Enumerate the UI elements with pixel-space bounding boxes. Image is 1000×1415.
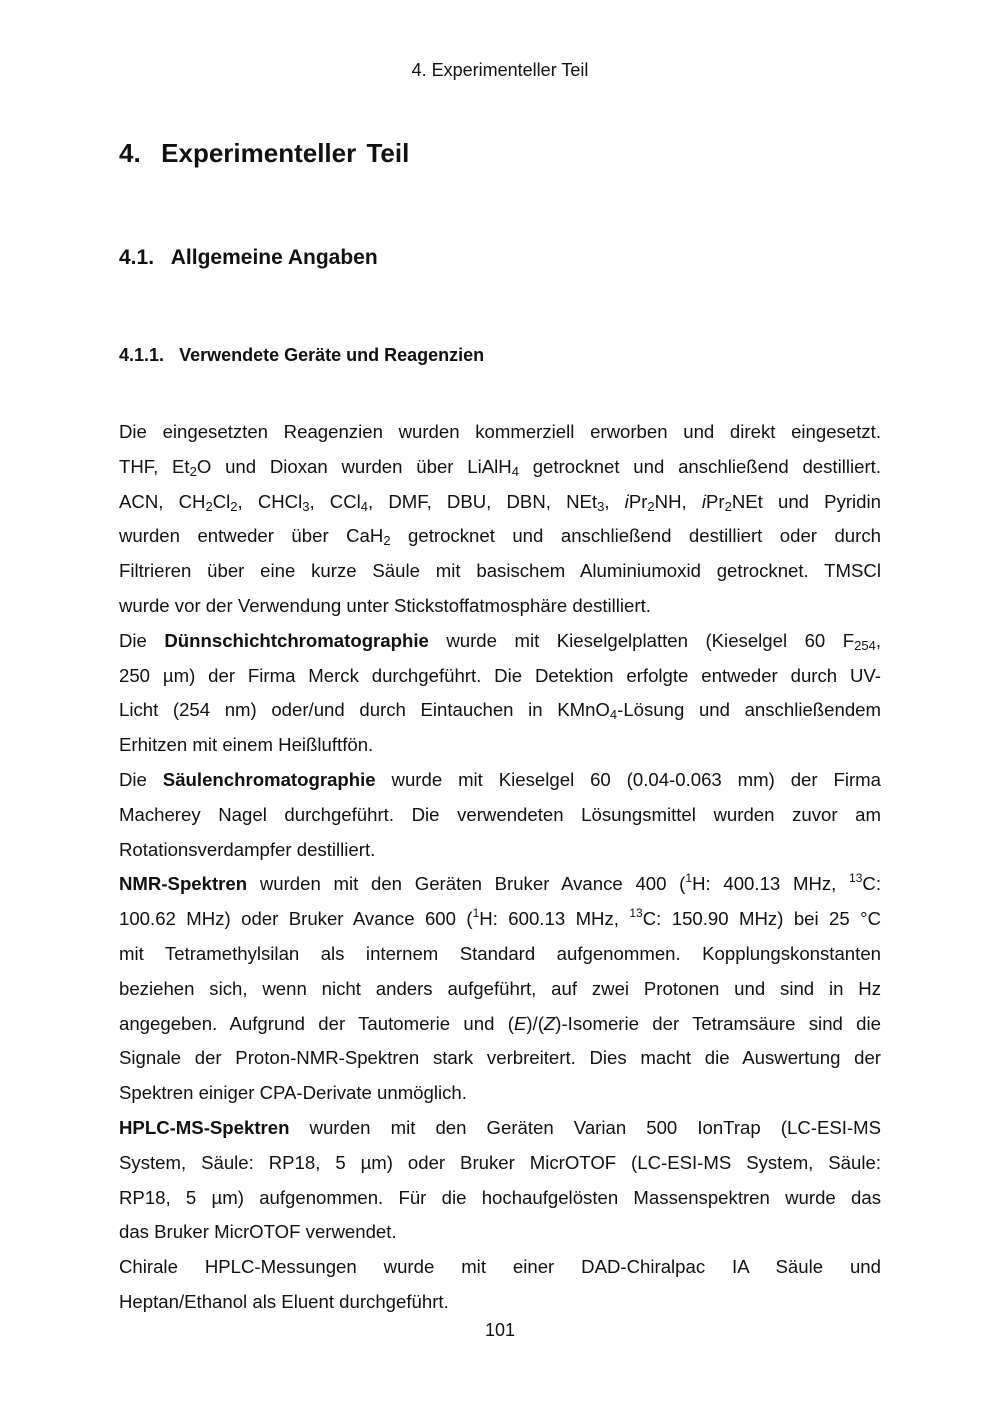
text-segment: getrocknet und anschließend destilliert oder durch bbox=[390, 525, 881, 547]
subscript: 254 bbox=[854, 637, 876, 653]
text-line bbox=[119, 693, 881, 728]
text-segment: Erhitzen mit einem Heißluftfön. bbox=[119, 734, 374, 756]
text-segment: Signale der Proton-NMR-Spektren stark verbreitert. Dies macht die Auswertung der bbox=[119, 1047, 881, 1069]
text-line bbox=[119, 1041, 881, 1076]
text-line bbox=[119, 1007, 881, 1042]
section-number: 4.1. bbox=[119, 246, 155, 269]
text-segment: H: 400.13 MHz, bbox=[692, 873, 850, 895]
text-segment: , CCl bbox=[309, 490, 361, 512]
text-line bbox=[119, 1111, 881, 1146]
bold-term: HPLC-MS-Spektren bbox=[119, 1116, 290, 1138]
text-segment: wurden mit den Geräten Bruker Avance 400 ( bbox=[247, 873, 686, 895]
subscript: 3 bbox=[597, 498, 605, 514]
text-segment: , bbox=[875, 629, 881, 651]
italic-text: E bbox=[513, 1012, 527, 1034]
text-segment: , bbox=[604, 490, 625, 512]
text-segment: wurde mit Kieselgelplatten (Kieselgel 60 F bbox=[428, 629, 855, 651]
text-segment: NH, bbox=[654, 490, 702, 512]
text-segment: Die bbox=[119, 629, 165, 651]
subscript: 2 bbox=[230, 498, 238, 514]
text-line bbox=[119, 1285, 881, 1320]
italic-text: Z bbox=[543, 1012, 556, 1034]
subscript: 4 bbox=[511, 463, 519, 479]
section-heading bbox=[119, 246, 378, 270]
text-segment: )-Isomerie der Tetramsäure sind die bbox=[555, 1012, 881, 1034]
text-line bbox=[119, 659, 881, 694]
chapter-heading bbox=[119, 138, 409, 169]
text-line bbox=[119, 902, 881, 937]
text-segment: beziehen sich, wenn nicht anders aufgeführt, auf zwei Protonen und sind in Hz bbox=[119, 977, 881, 999]
running-header: 4. Experimenteller Teil bbox=[411, 60, 589, 80]
text-segment: Filtrieren über eine kurze Säule mit basischem Aluminiumoxid getrocknet. TMSCl bbox=[119, 560, 881, 582]
text-segment: wurde mit Kieselgel 60 (0.04-0.063 mm) der Firma bbox=[375, 768, 881, 790]
text-segment: O und Dioxan wurden über LiAlH bbox=[196, 455, 512, 477]
text-segment: Pr bbox=[705, 490, 725, 512]
text-line bbox=[119, 589, 881, 624]
subscript: 2 bbox=[647, 498, 655, 514]
text-segment: Pr bbox=[628, 490, 648, 512]
text-segment: C: bbox=[862, 873, 881, 895]
text-line bbox=[119, 1146, 881, 1181]
text-line bbox=[119, 972, 881, 1007]
text-segment: Die bbox=[119, 768, 163, 790]
superscript: 13 bbox=[629, 906, 643, 921]
text-segment: System, Säule: RP18, 5 µm) oder Bruker MicrOTOF (LC-ESI-MS System, Säule: bbox=[119, 1151, 881, 1173]
text-line bbox=[119, 485, 881, 520]
text-line bbox=[119, 450, 881, 485]
bold-term: Dünnschichtchromatographie bbox=[164, 629, 429, 651]
text-segment: )/( bbox=[526, 1012, 544, 1034]
text-line bbox=[119, 1076, 881, 1111]
text-segment: getrocknet und anschließend destilliert. bbox=[518, 455, 881, 477]
text-line bbox=[119, 833, 881, 868]
text-segment: Cl bbox=[212, 490, 231, 512]
subsection-title: Verwendete Geräte und Reagenzien bbox=[179, 345, 485, 365]
text-segment: H: 600.13 MHz, bbox=[479, 908, 630, 930]
text-line bbox=[119, 728, 881, 763]
text-segment: -Lösung und anschließendem bbox=[617, 699, 882, 721]
text-segment: C: 150.90 MHz) bei 25 °C bbox=[642, 908, 881, 930]
subscript: 2 bbox=[189, 463, 197, 479]
text-line bbox=[119, 624, 881, 659]
text-line bbox=[119, 1181, 881, 1216]
text-segment: Die eingesetzten Reagenzien wurden kommerziell erworben und direkt eingesetzt. bbox=[119, 421, 881, 442]
text-segment: mit Tetramethylsilan als internem Standard aufgenommen. Kopplungskonstanten bbox=[119, 942, 881, 964]
text-segment: , DMF, DBU, DBN, NEt bbox=[368, 490, 598, 512]
subsection-number: 4.1.1. bbox=[119, 345, 165, 365]
text-line bbox=[119, 798, 881, 833]
text-segment: RP18, 5 µm) aufgenommen. Für die hochaufgelösten Massenspektren wurde das bbox=[119, 1186, 881, 1208]
text-segment: wurden mit den Geräten Varian 500 IonTrap (LC-ESI-MS bbox=[289, 1116, 881, 1138]
text-line bbox=[119, 1250, 881, 1285]
text-segment: Heptan/Ethanol als Eluent durchgeführt. bbox=[119, 1290, 449, 1312]
text-segment: wurde vor der Verwendung unter Stickstoffatmosphäre destilliert. bbox=[119, 594, 651, 616]
text-segment: Licht (254 nm) oder/und durch Eintauchen in KMnO bbox=[119, 699, 610, 721]
subscript: 2 bbox=[724, 498, 732, 514]
text-line bbox=[119, 415, 881, 450]
section-title: Allgemeine Angaben bbox=[170, 246, 378, 269]
subscript: 3 bbox=[302, 498, 310, 514]
text-segment: Rotationsverdampfer destilliert. bbox=[119, 838, 376, 860]
text-segment: Macherey Nagel durchgeführt. Die verwendeten Lösungsmittel wurden zuvor am bbox=[119, 803, 881, 825]
text-segment: NEt und Pyridin bbox=[731, 490, 882, 512]
text-segment: ACN, CH bbox=[119, 490, 206, 512]
text-line bbox=[119, 867, 881, 902]
text-segment: 250 µm) der Firma Merck durchgeführt. Die Detektion erfolgte entweder durch UV- bbox=[119, 664, 881, 686]
body-text bbox=[119, 415, 881, 1320]
subsection-heading bbox=[119, 345, 484, 366]
text-line bbox=[119, 1215, 881, 1250]
text-line bbox=[119, 763, 881, 798]
superscript: 1 bbox=[472, 906, 480, 921]
text-segment: wurden entweder über CaH bbox=[119, 525, 384, 547]
text-segment: Spektren einiger CPA-Derivate unmöglich. bbox=[119, 1082, 467, 1104]
text-segment: THF, Et bbox=[119, 455, 190, 477]
text-line bbox=[119, 937, 881, 972]
subscript: 2 bbox=[205, 498, 213, 514]
bold-term: Säulenchromatographie bbox=[162, 768, 376, 790]
text-segment: 100.62 MHz) oder Bruker Avance 600 ( bbox=[119, 908, 473, 930]
subscript: 4 bbox=[360, 498, 369, 514]
subscript: 2 bbox=[383, 533, 391, 549]
text-line bbox=[119, 519, 881, 554]
text-segment: Chirale HPLC-Messungen wurde mit einer DAD-Chiralpac IA Säule und bbox=[119, 1256, 881, 1278]
text-segment: angegeben. Aufgrund der Tautomerie und ( bbox=[119, 1012, 514, 1034]
italic-text: i bbox=[701, 490, 706, 512]
chapter-title: Experimenteller Teil bbox=[161, 138, 410, 168]
italic-text: i bbox=[624, 490, 629, 512]
text-segment: , CHCl bbox=[237, 490, 303, 512]
chapter-number: 4. bbox=[119, 138, 141, 168]
subscript: 4 bbox=[609, 707, 618, 723]
bold-term: NMR-Spektren bbox=[119, 873, 248, 895]
text-segment: das Bruker MicrOTOF verwendet. bbox=[119, 1221, 397, 1243]
superscript: 13 bbox=[849, 871, 863, 886]
page-number: 101 bbox=[484, 1320, 516, 1340]
superscript: 1 bbox=[685, 871, 693, 886]
text-line bbox=[119, 554, 881, 589]
